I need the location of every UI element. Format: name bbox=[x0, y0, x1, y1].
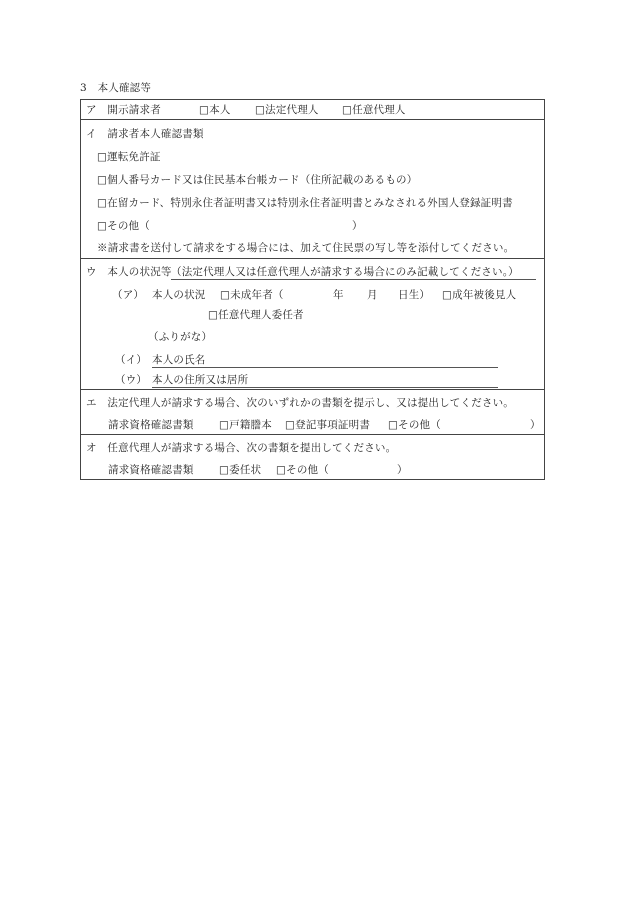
mail-request-note: ※請求書を送付して請求をする場合には、加えて住民票の写し等を添付してください。 bbox=[97, 242, 515, 254]
checkbox-legal-representative[interactable]: □法定代理人 bbox=[255, 104, 319, 116]
checkbox-self[interactable]: □本人 bbox=[199, 104, 231, 116]
other-document-close: ） bbox=[352, 220, 363, 232]
principal-status-note: （法定代理人又は任意代理人が請求する場合にのみ記載してください。） bbox=[171, 266, 519, 278]
checkbox-registry-certificate[interactable]: □登記事項証明書 bbox=[285, 419, 371, 431]
checkbox-voluntary-rep-other[interactable]: □その他（ bbox=[276, 464, 329, 476]
principal-name-label: 本人の氏名 bbox=[152, 354, 206, 366]
checkbox-power-of-attorney[interactable]: □委任状 bbox=[219, 464, 262, 476]
checkbox-voluntary-principal[interactable]: □任意代理人委任者 bbox=[208, 309, 304, 321]
checkbox-legal-rep-other[interactable]: □その他（ bbox=[388, 419, 441, 431]
checkbox-minor[interactable]: □未成年者（ bbox=[220, 289, 284, 301]
section-heading: 3 本人確認等 bbox=[80, 82, 152, 94]
furigana-label: （ふりがな） bbox=[148, 331, 213, 343]
status-item-a-label: （ア） bbox=[112, 289, 145, 301]
voluntary-rep-other-close: ） bbox=[397, 464, 408, 476]
status-item-a-title: 本人の状況 bbox=[152, 289, 206, 301]
checkbox-adult-ward[interactable]: □成年被後見人 bbox=[442, 289, 517, 301]
status-item-c-label: （ウ） bbox=[115, 374, 148, 386]
principal-address-label: 本人の住所又は居所 bbox=[152, 374, 249, 386]
row-divider bbox=[80, 119, 545, 120]
row-divider bbox=[80, 434, 545, 435]
row-divider bbox=[80, 389, 545, 390]
row-divider bbox=[80, 258, 545, 259]
legal-rep-instruction: エ 法定代理人が請求する場合、次のいずれかの書類を提示し、又は提出してください。 bbox=[86, 397, 514, 409]
requester-label: ア 開示請求者 bbox=[86, 104, 161, 116]
voluntary-rep-docs-label: 請求資格確認書類 bbox=[108, 464, 194, 476]
legal-rep-other-close: ） bbox=[530, 419, 541, 431]
principal-name-field[interactable] bbox=[152, 367, 498, 368]
birth-day-label: 日生） bbox=[398, 289, 431, 301]
checkbox-residence-card[interactable]: □在留カード、特別永住者証明書又は特別永住者証明書とみなされる外国人登録証明書 bbox=[97, 197, 513, 209]
birth-month-label: 月 bbox=[367, 289, 378, 301]
legal-rep-docs-label: 請求資格確認書類 bbox=[108, 419, 194, 431]
checkbox-voluntary-representative[interactable]: □任意代理人 bbox=[342, 104, 406, 116]
checkbox-individual-number-card[interactable]: □個人番号カード又は住民基本台帳カード（住所記載のあるもの） bbox=[97, 174, 418, 186]
note-underline bbox=[171, 279, 536, 280]
checkbox-drivers-license[interactable]: □運転免許証 bbox=[97, 151, 161, 163]
status-item-b-label: （イ） bbox=[115, 354, 148, 366]
principal-address-field[interactable] bbox=[152, 387, 498, 388]
id-documents-label: イ 請求者本人確認書類 bbox=[86, 128, 204, 140]
birth-year-label: 年 bbox=[333, 289, 344, 301]
checkbox-other-document[interactable]: □その他（ bbox=[97, 220, 150, 232]
checkbox-family-register[interactable]: □戸籍謄本 bbox=[219, 419, 272, 431]
voluntary-rep-instruction: オ 任意代理人が請求する場合、次の書類を提出してください。 bbox=[86, 442, 397, 454]
principal-status-label: ウ 本人の状況等 bbox=[86, 266, 172, 278]
